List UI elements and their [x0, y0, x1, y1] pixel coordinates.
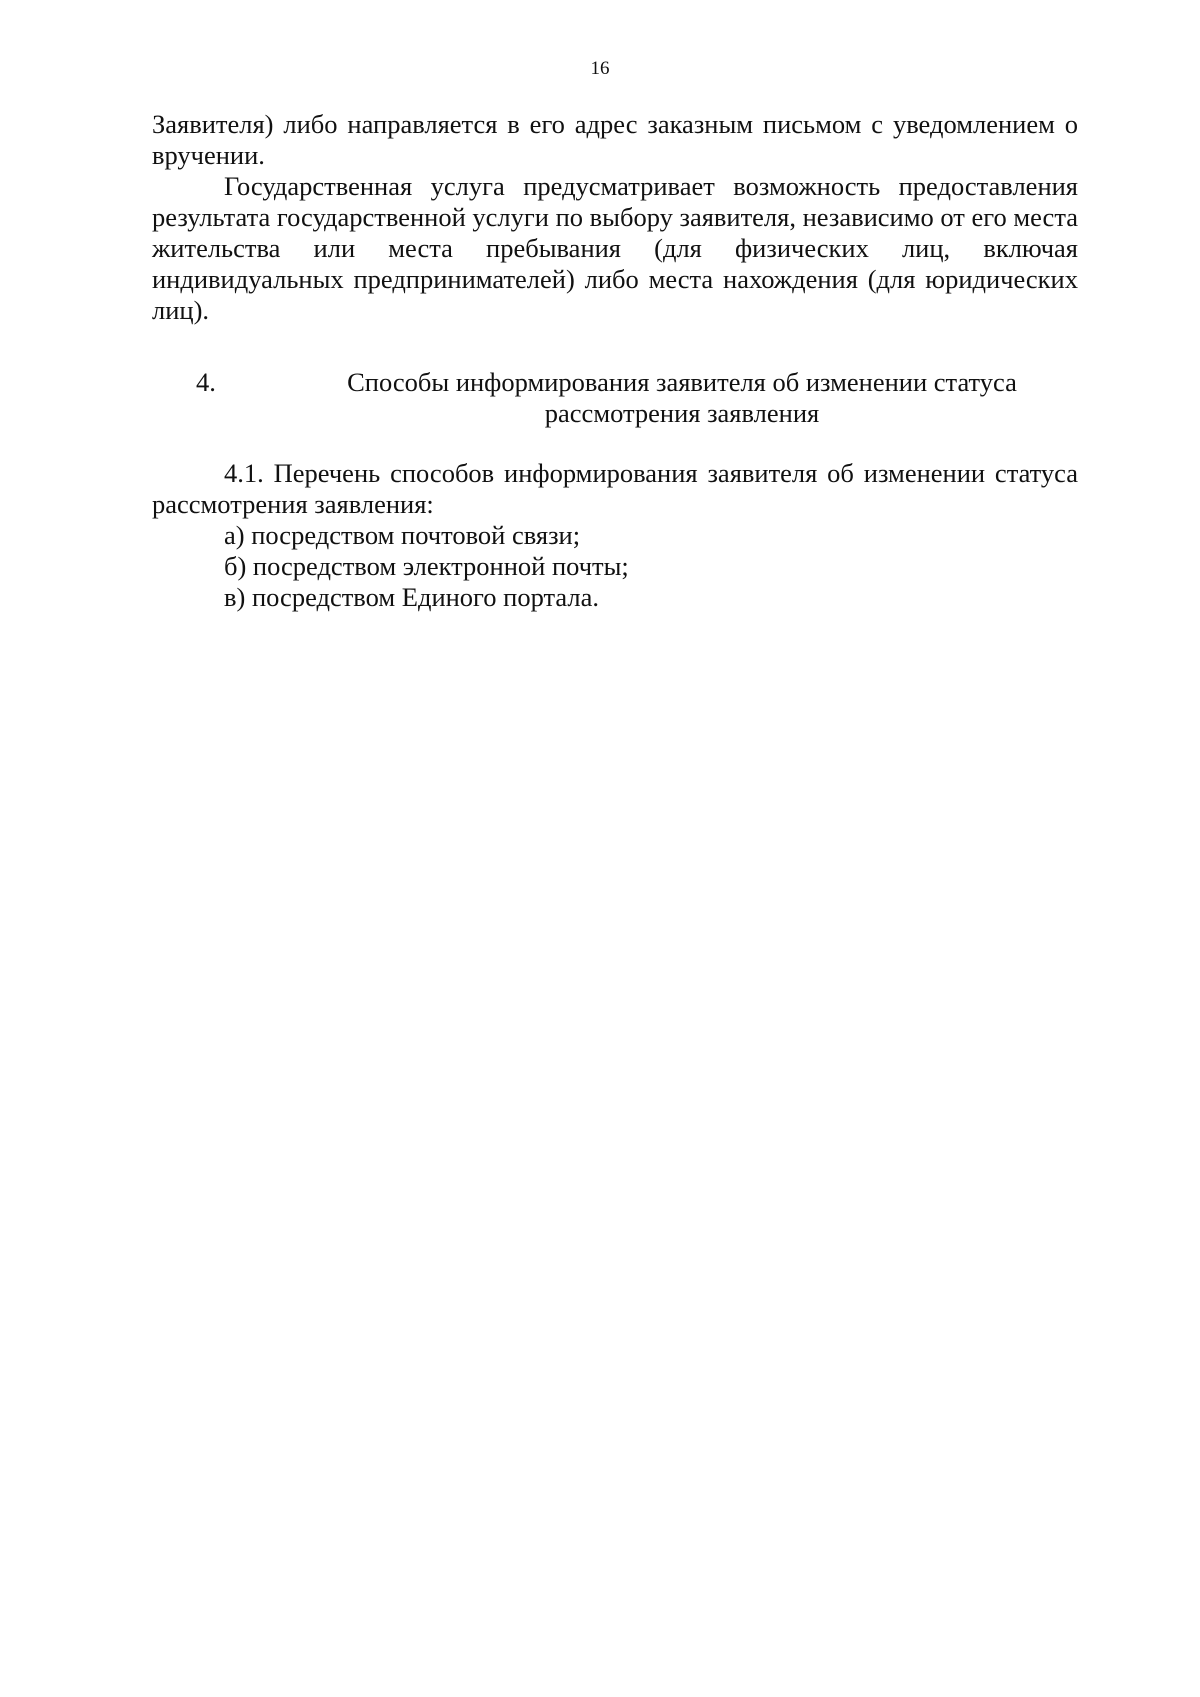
- list-item: а) посредством почтовой связи;: [224, 520, 581, 550]
- subsection-intro: 4.1. Перечень способов информирования заявителя об изменении статуса рассмотрения заявления:: [152, 458, 1078, 519]
- page-number: 16: [590, 58, 610, 79]
- body-text-subsection: [152, 458, 1078, 613]
- list-item: б) посредством электронной почты;: [224, 551, 629, 581]
- section-number: 4.: [196, 367, 216, 397]
- list-item: в) посредством Единого портала.: [224, 582, 599, 612]
- paragraph-service-result: Государственная услуга предусматривает возможность предоставления результата государственной услуги по выбору заявителя, независимо от его места жительства или места пребывания (для физических лиц, включая индивидуальных предпринимателей) либо места нахождения (для юридических лиц).: [152, 171, 1078, 325]
- section-title: Способы информирования заявителя об изменении статуса рассмотрения заявления: [347, 367, 1017, 428]
- paragraph-continuation: Заявителя) либо направляется в его адрес заказным письмом с уведомлением о вручении.: [152, 109, 1078, 170]
- body-text-top: [152, 109, 1078, 326]
